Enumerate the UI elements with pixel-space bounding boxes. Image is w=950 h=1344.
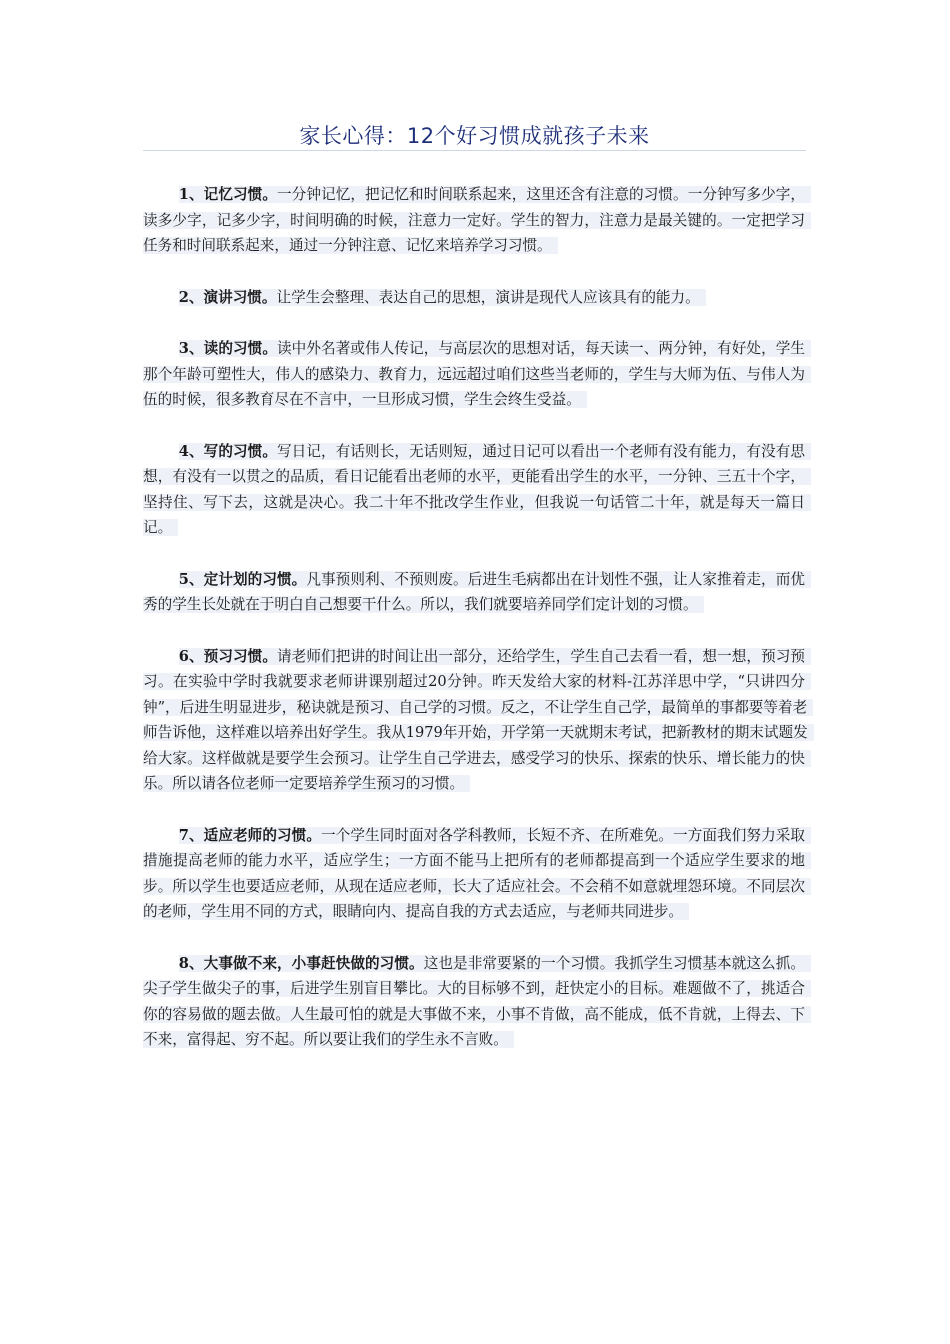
paragraph-text: 让学生会整理、表达自己的思想，演讲是现代人应该具有的能力。	[276, 288, 700, 306]
paragraph-text: 写日记，有话则长，无话则短，通过日记可以看出一个老师有没有能力，有没有思想，有没有一以贯之的品质，看日记能看出老师的水平，更能看出学生的水平，一分钟、三五十个字，坚持住、写下去，这就是决心。我二十年不批改学生作业，但我说一句话管二十年，就是每天一篇日记。	[143, 442, 805, 536]
paragraph-text: 读中外名著或伟人传记，与高层次的思想对话，每天读一、两分钟，有好处，学生那个年龄可塑性大，伟人的感染力、教育力，远远超过咱们这些当老师的，学生与大师为伍、与伟人为伍的时候，很多教育尽在不言中，一旦形成习惯，学生会终生受益。	[143, 340, 805, 408]
paragraph-text: 这也是非常要紧的一个习惯。我抓学生习惯基本就这么抓。尖子学生做尖子的事，后进学生别盲目攀比。大的目标够不到，赶快定小的目标。难题做不了，挑适合你的容易做的题去做。人生最可怕的就是大事做不来，小事不肯做，高不能成，低不肯就，上得去、下不来，富得起、穷不起。所以要让我们的学生永不言败。	[143, 954, 805, 1048]
paragraph-heading: 5、定计划的习惯。	[178, 570, 307, 588]
paragraph-heading: 4、写的习惯。	[178, 442, 278, 460]
paragraph-text: 凡事预则利、不预则废。后进生毛病都出在计划性不强，让人家推着走，而优秀的学生长处就在于明白自己想要干什么。所以，我们就要培养同学们定计划的习惯。	[143, 570, 805, 613]
paragraph-4	[143, 439, 811, 541]
paragraph-2	[143, 285, 811, 311]
paragraph-text: 一个学生同时面对各学科教师，长短不齐、在所难免。一方面我们努力采取措施提高老师的能力水平，适应学生；一方面不能马上把所有的老师都提高到一个适应学生要求的地步。所以学生也要适应老师，从现在适应老师，长大了适应社会。不会稍不如意就埋怨环境。不同层次的老师，学生用不同的方式，眼睛向内、提高自我的方式去适应，与老师共同进步。	[143, 826, 805, 920]
document-body	[143, 182, 811, 1079]
paragraph-heading: 3、读的习惯。	[178, 340, 278, 357]
paragraph-heading: 8、大事做不来，小事赶快做的习惯。	[178, 954, 424, 972]
title-divider	[143, 150, 806, 151]
paragraph-3	[143, 336, 811, 413]
paragraph-text: 请老师们把讲的时间让出一部分，还给学生，学生自己去看一看，想一想，预习预习。在实验中学时我就要求老师讲课别超过20分钟。昨天发给大家的材料-江苏洋思中学，“只讲四分钟”，后进生明显进步，秘诀就是预习、自己学的习惯。反之，不让学生自己学，最简单的事都要等着老师告诉他，这样难以培养出好学生。我从1979年开始，开学第一天就期末考试，把新教材的期末试题发给大家。这样做就是要学生会预习。让学生自己学进去，感受学习的快乐、探索的快乐、增长能力的快乐。所以请各位老师一定要培养学生预习的习惯。	[143, 647, 808, 792]
paragraph-7	[143, 823, 811, 925]
paragraph-heading: 1、记忆习惯。	[178, 186, 278, 203]
paragraph-5	[143, 567, 811, 618]
paragraph-heading: 2、演讲习惯。	[178, 288, 277, 306]
paragraph-1	[143, 182, 811, 259]
paragraph-6	[143, 644, 811, 797]
document-title: 家长心得：12个好习惯成就孩子未来	[299, 124, 650, 148]
paragraph-8	[143, 951, 811, 1053]
paragraph-text: 一分钟记忆，把记忆和时间联系起来，这里还含有注意的习惯。一分钟写多少字，读多少字，记多少字，时间明确的时候，注意力一定好。学生的智力，注意力是最关键的。一定把学习任务和时间联系起来，通过一分钟注意、记忆来培养学习习惯。	[143, 186, 805, 254]
paragraph-heading: 6、预习习惯。	[178, 647, 278, 665]
paragraph-heading: 7、适应老师的习惯。	[178, 826, 322, 844]
